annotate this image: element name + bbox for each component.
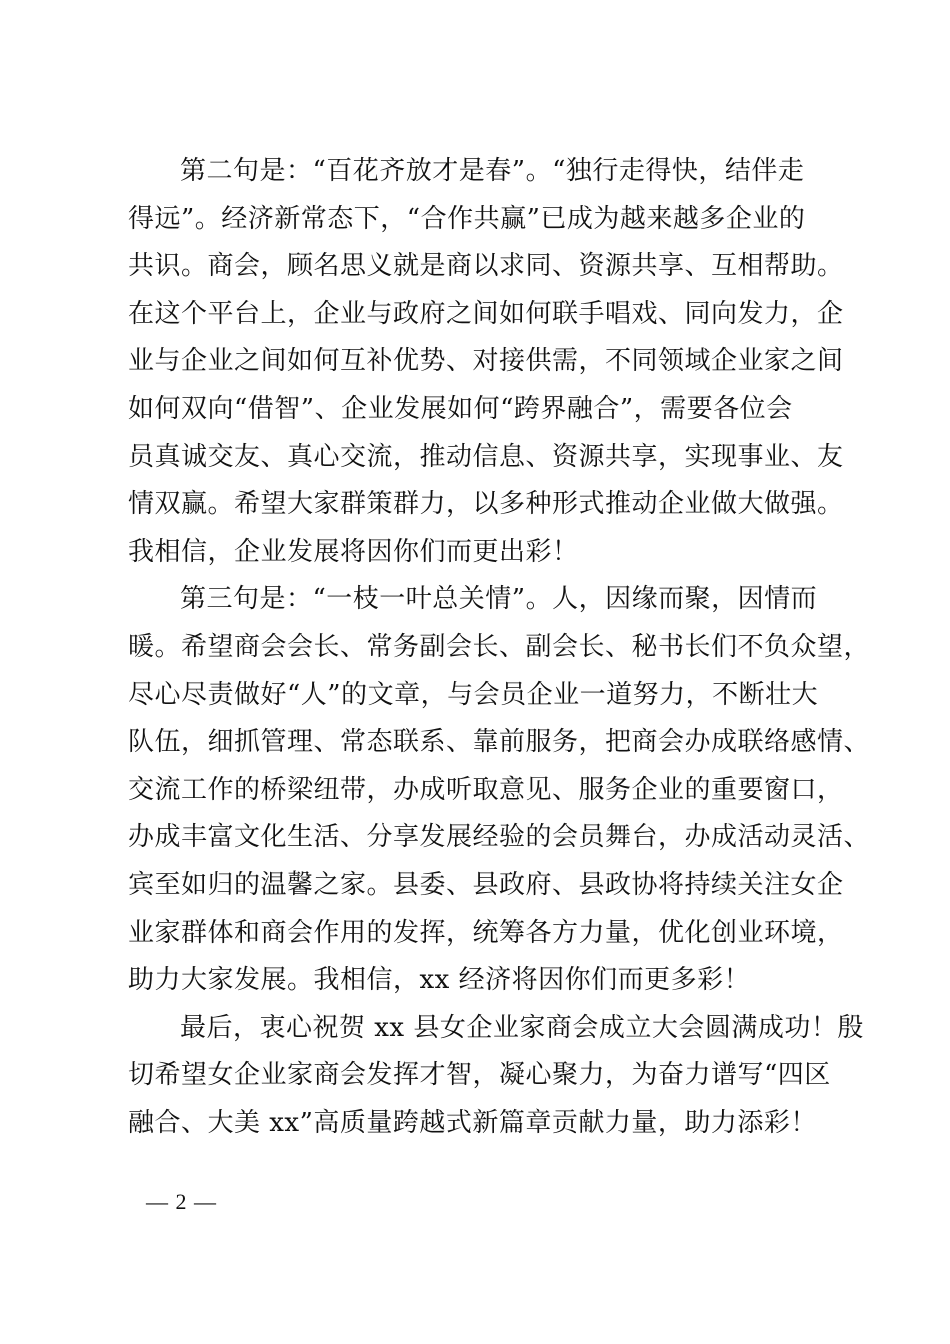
text-line: 暖。希望商会会长、常务副会长、副会长、秘书长们不负众望，: [128, 631, 871, 662]
text-line: 助力大家发展。我相信，xx 经济将因你们而更多彩！: [128, 965, 751, 996]
text-line: 尽心尽责做好“人”的文章，与会员企业一道努力，不断壮大: [128, 679, 819, 710]
paragraph-third-saying: [128, 576, 871, 1004]
page-number: — 2 —: [146, 1189, 217, 1214]
text-line: 在这个平台上，企业与政府之间如何联手唱戏、同向发力，企: [128, 298, 844, 329]
text-line: 第二句是：“百花齐放才是春”。“独行走得快，结伴走: [180, 156, 805, 186]
text-line: 队伍，细抓管理、常态联系、靠前服务，把商会办成联络感情、: [128, 727, 871, 758]
text-line: 融合、大美 xx”高质量跨越式新篇章贡献力量，助力添彩！: [128, 1107, 817, 1138]
text-line: 得远”。经济新常态下，“合作共赢”已成为越来越多企业的: [128, 203, 806, 234]
text-line: 业家群体和商会作用的发挥，统筹各方力量，优化创业环境，: [128, 917, 844, 948]
text-line: 交流工作的桥梁纽带，办成听取意见、服务企业的重要窗口，: [128, 774, 844, 805]
paragraph-second-saying: [128, 148, 844, 576]
text-line: 切希望女企业家商会发挥才智，凝心聚力，为奋力谱写“四区: [128, 1060, 831, 1091]
paragraph-closing: [128, 1005, 864, 1148]
text-line: 共识。商会，顾名思义就是商以求同、资源共享、互相帮助。: [128, 251, 844, 282]
text-line: 我相信，企业发展将因你们而更出彩！: [128, 536, 579, 567]
text-line: 最后，衷心祝贺 xx 县女企业家商会成立大会圆满成功！殷: [180, 1012, 864, 1043]
text-line: 如何双向“借智”、企业发展如何“跨界融合”，需要各位会: [128, 393, 793, 424]
text-line: 业与企业之间如何互补优势、对接供需，不同领域企业家之间: [128, 346, 844, 377]
document-body: [128, 148, 871, 1147]
text-line: 宾至如归的温馨之家。县委、县政府、县政协将持续关注女企: [128, 869, 844, 900]
text-line: 情双赢。希望大家群策群力，以多种形式推动企业做大做强。: [128, 489, 844, 520]
text-line: 办成丰富文化生活、分享发展经验的会员舞台，办成活动灵活、: [128, 822, 871, 853]
text-line: 员真诚交友、真心交流，推动信息、资源共享，实现事业、友: [128, 441, 844, 472]
text-line: 第三句是：“一枝一叶总关情”。人，因缘而聚，因情而: [180, 584, 818, 615]
